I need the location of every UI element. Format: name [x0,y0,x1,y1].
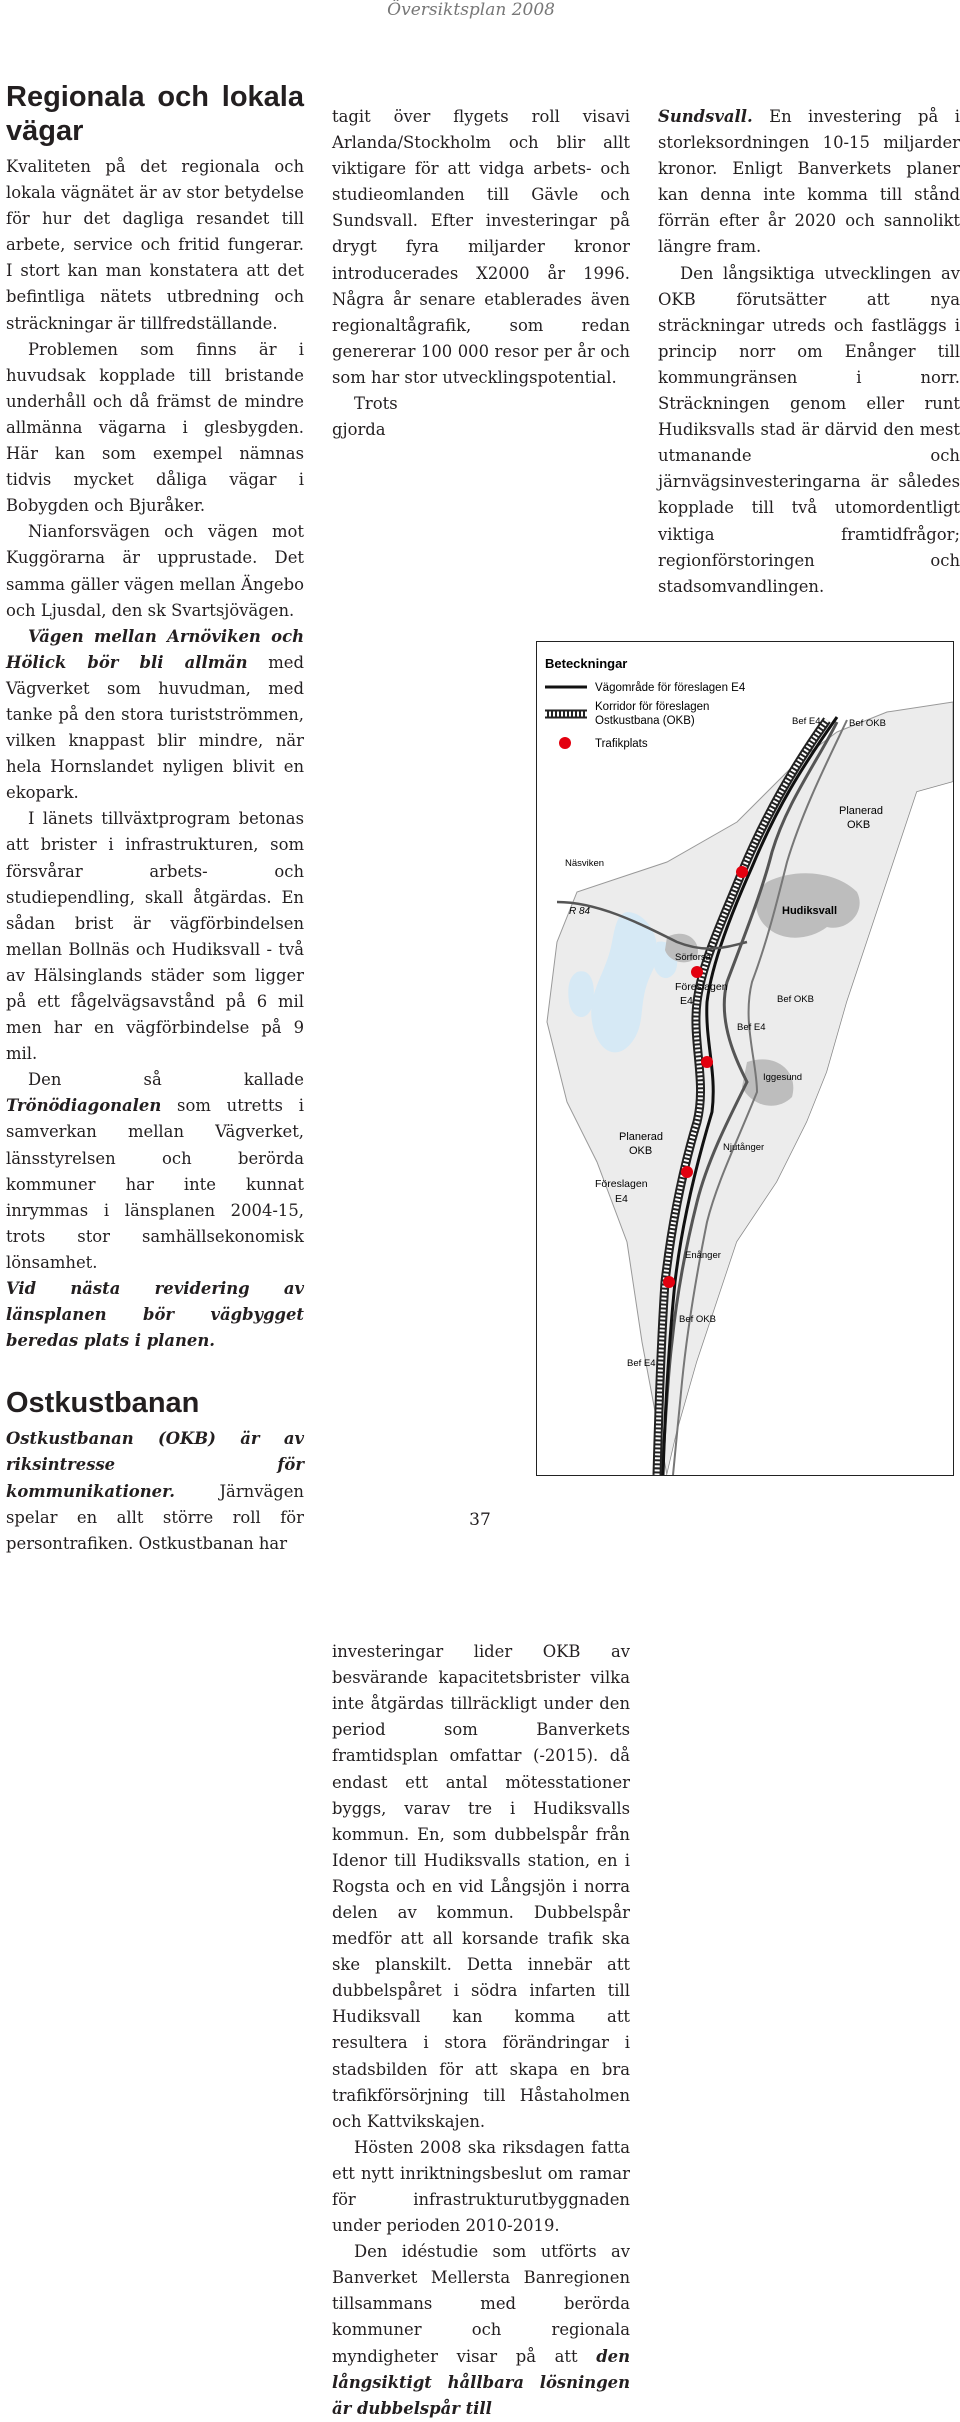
map-label: Näsviken [565,858,605,869]
traffic-junction-marker [691,966,703,978]
paragraph: tagit över flygets roll visavi Arlanda/Stockholm och blir allt viktigare för att vidga arbets- och studieomlanden till Gävle och Sundsvall. Efter investeringar på drygt fyra miljarder kronor introducerades X2000 år 1996. Några år senare etablerades även regionaltågrafik, som redan genererar 100 000 resor per år och som har stor utvecklingspotential. [332,107,630,387]
traffic-junction-marker [736,866,748,878]
traffic-junction-marker [701,1056,713,1068]
emphasis: Ostkustbanan (OKB) är av riksintresse för kommunikationer. [6,1429,304,1501]
map-label: Njutånger [723,1142,765,1153]
map-figure [536,641,954,1476]
map-label: Föreslagen [675,981,728,993]
text: med Vägverket som huvudman, med tanke på den stora turistströmmen, vilken knappast blir mindre, när hela Hornslandet nyligen blivit en ekopark. [6,652,304,803]
emphasis: Vägen mellan Arnöviken och Hölick bör bli allmän [6,626,304,672]
paragraph: Hösten 2008 ska riksdagen fatta ett nytt inriktningsbeslut om ramar för infrastrukturutbyggnaden under perioden 2010-2019. [332,2137,630,2236]
column-1 [6,80,304,1557]
text: En investering på i storleksordningen 10-15 miljarder kronor. Enligt Banverkets planer kan denna inte komma till stånd förrän efter år 2020 och sannolikt längre fram. [658,107,960,257]
legend-traffic-symbol [559,737,571,749]
emphasis: Sundsvall. [658,107,753,126]
text: Den så kallade [28,1070,304,1090]
map-label: Iggesund [763,1072,803,1083]
traffic-junction-marker [663,1276,675,1288]
column-3 [658,104,960,600]
text: Järnvägen spelar en allt större roll för persontrafiken. Ostkustbanan har [6,1481,304,1553]
paragraph-emphasis: Vid nästa revidering av länsplanen bör vägbygget beredas plats i planen. [6,1279,304,1351]
map-label: Planerad [619,1131,664,1143]
map-label: OKB [629,1145,653,1157]
paragraph: Kvaliteten på det regionala och lokala vägnätet är av stor betydelse för hur det dagliga resandet till arbete, service och fritid fungerar. I stort kan man konstatera att det befintliga nätets utbredning och sträckningar är tillfredställande. [6,157,304,333]
text: som utretts i samverkan mellan Vägverket, länsstyrelsen och berörda kommuner har inte kunnat inrymmas i länsplanen 2004-15, trots stor samhällsekonomisk lönsamhet. [6,1096,304,1272]
paragraph [332,2239,630,2422]
legend-okb-label-1: Korridor för föreslagen [595,701,710,713]
legend-e4-label: Vägområde för föreslagen E4 [595,682,746,694]
paragraph [6,1067,304,1276]
map-label: Föreslagen [595,1178,648,1190]
text: Den idéstudie som utförts av Banverket Mellersta Banregionen tillsammans med berörda kommuner och regionala myndigheter visar på att [332,2242,630,2366]
map-label: Bef E4 [627,1358,656,1369]
page-number: 37 [469,1510,491,1530]
paragraph: I länets tillväxtprogram betonas att brister i infrastrukturen, som försvårar arbets- och studiependling, skall åtgärdas. En sådan brist är vägförbindelsen mellan Bollnäs och Hudiksvall - två av Hälsinglands städer som ligger på ett fågelvägsavstånd på 6 mil men har en vägförbindelse på 9 mil. [6,809,304,1064]
map-label: Bef E4 [737,1022,766,1033]
paragraph [6,624,304,807]
legend-title: Beteckningar [545,656,628,671]
emphasis: Trönödiagonalen [6,1096,162,1116]
paragraph: Den långsiktiga utvecklingen av OKB förutsätter att nya sträckningar utreds och fastläggs i princip norr om Enånger till kommungränsen i norr. Sträckningen genom eller runt Hudiksvalls stad är därvid den mest utmanande och järnvägsinvesteringarna är således kopplade till två utomordentligt viktiga framtidfrågor; regionförstoringen och stadsomvandlingen. [658,263,960,596]
paragraph [6,1426,304,1556]
lake [568,971,594,1017]
map-label: Bef E4 [792,716,821,727]
legend-okb-label-2: Ostkustbana (OKB) [595,715,695,727]
section-heading-ostkustbanan: Ostkustbanan [6,1387,200,1420]
map-svg [537,642,953,1475]
legend-traffic-label: Trafikplats [595,738,648,750]
map-label: Bef OKB [679,1314,716,1325]
map-label: Enånger [685,1250,721,1261]
paragraph: Trots gjorda investeringar lider OKB av besvärande kapacitetsbrister vilka inte åtgärdas tillräckligt under den period som Banverkets framtidsplan omfattar (-2015). då endast ett antal mötesstationer byggs, varav tre i Hudiksvalls kommun. En, som dubbelspår från Idenor till Hudiksvalls station, en i Rogsta och en vid Långsjön i norra delen av kommun. Dubbelspår medför att all korsande trafik ska ske planskilt. Detta innebär att dubbelspåret i södra infarten till Hudiksvall kan komma att resultera i stora förändringar i stadsbilden för att skapa en bra trafikförsörjning till Håstaholmen och Kattvikskajen. [332,394,630,2131]
map-label: OKB [847,819,871,831]
running-header: Översiktsplan 2008 [387,0,555,20]
paragraph [658,104,960,261]
section-heading-regional-roads: Regionala och lokala vägar [6,81,304,147]
map-label: Bef OKB [777,994,814,1005]
map-label: Hudiksvall [782,905,838,917]
traffic-junction-marker [681,1166,693,1178]
map-label: Bef OKB [849,718,886,729]
paragraph: Problemen som finns är i huvudsak kopplade till bristande underhåll och då främst de mindre allmänna vägarna i glesbygden. Här kan som exempel nämnas tidvis mycket dåliga vägar i Bobygden och Bjuråker. [6,339,304,516]
map-label: Planerad [839,805,884,817]
map-label: Sörforsa [675,952,711,963]
map-label: R 84 [569,906,591,917]
emphasis: den långsiktigt hållbara lösningen är dubbelspår till [332,2346,630,2418]
map-label: E4 [615,1193,628,1205]
map-label: E4 [680,995,693,1007]
paragraph: Nianforsvägen och vägen mot Kuggörarna är upprustade. Det samma gäller vägen mellan Ängebo och Ljusdal, den sk Svartsjövägen. [6,522,304,620]
